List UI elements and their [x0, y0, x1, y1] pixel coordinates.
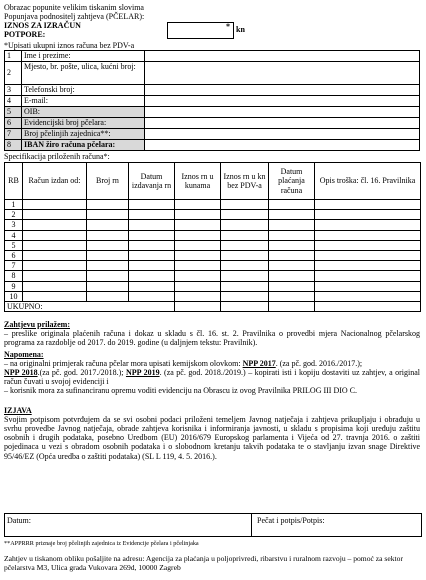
invoice-cell[interactable] — [175, 210, 221, 220]
col-header: Iznos rn u kunama — [175, 163, 221, 200]
col-header: Datum izdavanja rn — [129, 163, 175, 200]
table-row — [5, 230, 421, 240]
row-number: 6 — [5, 250, 23, 260]
invoice-cell[interactable] — [23, 240, 87, 250]
invoice-cell[interactable] — [175, 240, 221, 250]
invoice-cell[interactable] — [129, 250, 175, 260]
oib-field[interactable] — [145, 107, 420, 118]
signature-box — [4, 513, 422, 537]
col-header: RB — [5, 163, 23, 200]
name-field[interactable] — [145, 51, 420, 62]
attachments-item: – preslike originala plaćenih računa i dokaz u skladu s čl. 16. st. 2. Pravilnika o provedbi mjera Nacionalnog pčelarskog programa za razdoblje od 2017. do 2019. godine (u daljnjem tekstu: Pravilnik). — [4, 329, 420, 348]
invoice-cell[interactable] — [315, 250, 421, 260]
invoice-cell[interactable] — [23, 210, 87, 220]
applicant-row: 3 Telefonski broj: — [5, 85, 420, 96]
invoice-cell[interactable] — [315, 261, 421, 271]
row-number: 2 — [5, 210, 23, 220]
invoice-cell[interactable] — [269, 200, 315, 210]
table-row — [5, 240, 421, 250]
beekeeper-id-field[interactable] — [145, 118, 420, 129]
table-row — [5, 210, 421, 220]
invoice-cell[interactable] — [87, 261, 129, 271]
invoice-table-title: Specifikacija priloženih računa*: — [4, 152, 110, 161]
row-number: 8 — [5, 271, 23, 281]
attachments-title: Zahtjevu prilažem: — [4, 320, 70, 330]
invoice-cell[interactable] — [129, 210, 175, 220]
address-field[interactable] — [145, 62, 420, 85]
invoice-header-row — [5, 163, 421, 200]
invoice-cell[interactable] — [269, 281, 315, 291]
attachments-section — [4, 320, 420, 348]
invoice-cell[interactable] — [315, 281, 421, 291]
invoice-cell[interactable] — [129, 261, 175, 271]
invoice-cell[interactable] — [87, 281, 129, 291]
invoice-cell[interactable] — [221, 220, 269, 230]
invoice-cell[interactable] — [87, 240, 129, 250]
application-form — [4, 3, 420, 461]
invoice-cell[interactable] — [269, 250, 315, 260]
invoice-cell[interactable] — [129, 230, 175, 240]
amount-note: *Upisati ukupni iznos računa bez PDV-a — [4, 41, 135, 50]
table-row — [5, 291, 421, 301]
col-header: Iznos rn u kn bez PDV-a — [221, 163, 269, 200]
applicant-row: 1 Ime i prezime: — [5, 51, 420, 62]
applicant-row: 6 Evidencijski broj pčelara: — [5, 118, 420, 129]
row-number: 4 — [5, 230, 23, 240]
invoice-cell[interactable] — [87, 220, 129, 230]
invoice-cell[interactable] — [129, 271, 175, 281]
invoice-cell[interactable] — [129, 281, 175, 291]
invoice-cell[interactable] — [129, 291, 175, 301]
col-header: Račun izdan od: — [23, 163, 87, 200]
invoice-cell[interactable] — [23, 230, 87, 240]
invoice-rows — [5, 200, 421, 302]
email-field[interactable] — [145, 96, 420, 107]
invoice-cell[interactable] — [315, 220, 421, 230]
invoice-cell[interactable] — [269, 240, 315, 250]
row-number: 3 — [5, 220, 23, 230]
support-amount-input[interactable] — [167, 22, 234, 39]
statement-title: IZJAVA — [4, 405, 32, 415]
applicant-row: 7 Broj pčelinjih zajednica**: — [5, 129, 420, 140]
invoice-cell[interactable] — [87, 230, 129, 240]
table-row — [5, 261, 421, 271]
total-date-cell — [269, 301, 315, 311]
invoice-cell[interactable] — [175, 281, 221, 291]
invoice-cell[interactable] — [87, 250, 129, 260]
colonies-field[interactable] — [145, 129, 420, 140]
col-header: Opis troška: čl. 16. Pravilnika — [315, 163, 421, 200]
col-header: Broj rn — [87, 163, 129, 200]
invoice-total-row — [5, 301, 421, 311]
invoice-cell[interactable] — [315, 271, 421, 281]
row-number: 10 — [5, 291, 23, 301]
applicant-row: 8 IBAN žiro računa pčelara: — [5, 140, 420, 151]
invoice-cell[interactable] — [315, 240, 421, 250]
invoice-cell[interactable] — [221, 261, 269, 271]
invoice-cell[interactable] — [129, 220, 175, 230]
invoice-cell[interactable] — [221, 210, 269, 220]
statement-section — [4, 406, 420, 461]
total-label: UKUPNO: — [5, 301, 175, 311]
table-row — [5, 200, 421, 210]
phone-field[interactable] — [145, 85, 420, 96]
invoice-cell[interactable] — [175, 261, 221, 271]
invoice-cell[interactable] — [23, 281, 87, 291]
applicant-row: 5 OIB: — [5, 107, 420, 118]
total-amount-cell[interactable] — [175, 301, 221, 311]
notes-title: Napomena: — [4, 349, 44, 359]
invoice-cell[interactable] — [269, 210, 315, 220]
invoice-cell[interactable] — [175, 271, 221, 281]
invoice-cell[interactable] — [315, 200, 421, 210]
total-amount-net-cell[interactable] — [221, 301, 269, 311]
invoice-cell[interactable] — [87, 210, 129, 220]
instruction-text: Obrazac popunite velikim tiskanim slovima — [4, 3, 144, 12]
table-row — [5, 281, 421, 291]
invoice-cell[interactable] — [269, 261, 315, 271]
statement-text: Svojim potpisom potvrđujem da se svi osobni podaci priloženi temeljem Javnog natječaja i zahtjeva prikupljaju i obrađuju u svrhu provedbe Javnog natječaja, obrade zahtjeva korisnika i informiranja javnosti, u skladu s propisima koji uređuju zaštitu osobnih i drugih podataka, posebno Uredbom (EU) 2016/679 Europskog parlamenta i Vijeća od 27. travnja 2016. o zaštiti pojedinaca u vezi s obradom osobnih podataka i o slobodnom kretanju takvih podataka te o stavljanju izvan snage Direktive 95/46/EZ (Opća uredba o zaštiti podataka) (SL L 119, 4. 5. 2016.). — [4, 414, 420, 461]
invoice-cell[interactable] — [23, 220, 87, 230]
invoice-cell[interactable] — [221, 271, 269, 281]
invoice-cell[interactable] — [221, 240, 269, 250]
row-number: 5 — [5, 240, 23, 250]
invoice-cell[interactable] — [129, 240, 175, 250]
invoice-cell[interactable] — [23, 200, 87, 210]
invoice-cell[interactable] — [315, 291, 421, 301]
invoice-cell[interactable] — [87, 200, 129, 210]
invoice-cell[interactable] — [221, 230, 269, 240]
invoice-cell[interactable] — [221, 291, 269, 301]
invoice-cell[interactable] — [129, 200, 175, 210]
table-row — [5, 250, 421, 260]
applicant-row: 4 E-mail: — [5, 96, 420, 107]
row-number: 9 — [5, 281, 23, 291]
invoice-cell[interactable] — [269, 271, 315, 281]
invoice-cell[interactable] — [269, 230, 315, 240]
iban-field[interactable] — [145, 140, 420, 151]
applicant-row: 2 Mjesto, br. pošte, ulica, kućni broj: — [5, 62, 420, 85]
notes-item-1: – na originalni primjerak računa pčelar mora upisati kemijskom olovkom: NPP 2017. (za pč. god. 2016./2017.); NPP 2018.(za pč. god. 2017./2018.); NPP 2019. (za pč. god. 2018./2019.) – kopirati isti i kopiju dostaviti uz zahtjev, a original račun čuvati u svojoj evidenciji i — [4, 358, 420, 387]
notes-section — [4, 350, 420, 396]
row-number: 1 — [5, 200, 23, 210]
invoice-table — [4, 162, 421, 312]
total-desc-cell — [315, 301, 421, 311]
invoice-cell[interactable] — [23, 291, 87, 301]
table-row — [5, 271, 421, 281]
date-label: Datum: — [7, 516, 31, 525]
invoice-cell[interactable] — [221, 281, 269, 291]
invoice-cell[interactable] — [175, 230, 221, 240]
invoice-cell[interactable] — [87, 291, 129, 301]
table-row — [5, 220, 421, 230]
invoice-cell[interactable] — [175, 291, 221, 301]
invoice-cell[interactable] — [269, 220, 315, 230]
invoice-cell[interactable] — [23, 261, 87, 271]
notes-item-2: – korisnik mora za sufinanciranu opremu voditi evidenciju na Obrascu iz ovog Pravilnika PRILOG III DIO C. — [4, 386, 358, 396]
invoice-cell[interactable] — [175, 220, 221, 230]
col-header: Datum plaćanja računa — [269, 163, 315, 200]
invoice-cell[interactable] — [269, 291, 315, 301]
invoice-cell[interactable] — [221, 250, 269, 260]
support-amount-label: IZNOS ZA IZRAČUN POTPORE: — [4, 21, 81, 40]
submission-address: Zahtjev u tiskanom obliku pošaljite na adresu: Agencija za plaćanja u poljoprivredi, ribarstvu i ruralnom razvoju – pomoć za sektor pčelarstva M3, Ulica grada Vukovara 269d, 10000 Zagreb — [4, 554, 403, 573]
invoice-cell[interactable] — [175, 250, 221, 260]
applicant-table — [4, 50, 420, 151]
invoice-cell[interactable] — [87, 271, 129, 281]
applicant-heading: Popunjava podnositelj zahtjeva (PČELAR): — [4, 12, 145, 21]
support-amount-row — [4, 21, 420, 41]
invoice-cell[interactable] — [221, 200, 269, 210]
signature-divider — [251, 514, 252, 536]
footnote: **APPRRR priznaje broj pčelinjih zajednica iz Evidencije pčelara i pčelinjaka — [4, 540, 199, 547]
invoice-cell[interactable] — [175, 200, 221, 210]
amount-unit: kn — [236, 25, 245, 34]
row-number: 7 — [5, 261, 23, 271]
amount-asterisk: * — [226, 22, 230, 31]
invoice-cell[interactable] — [23, 250, 87, 260]
invoice-cell[interactable] — [23, 271, 87, 281]
invoice-cell[interactable] — [315, 210, 421, 220]
invoice-cell[interactable] — [315, 230, 421, 240]
stamp-signature-label: Pečat i potpis/Potpis: — [257, 516, 325, 525]
